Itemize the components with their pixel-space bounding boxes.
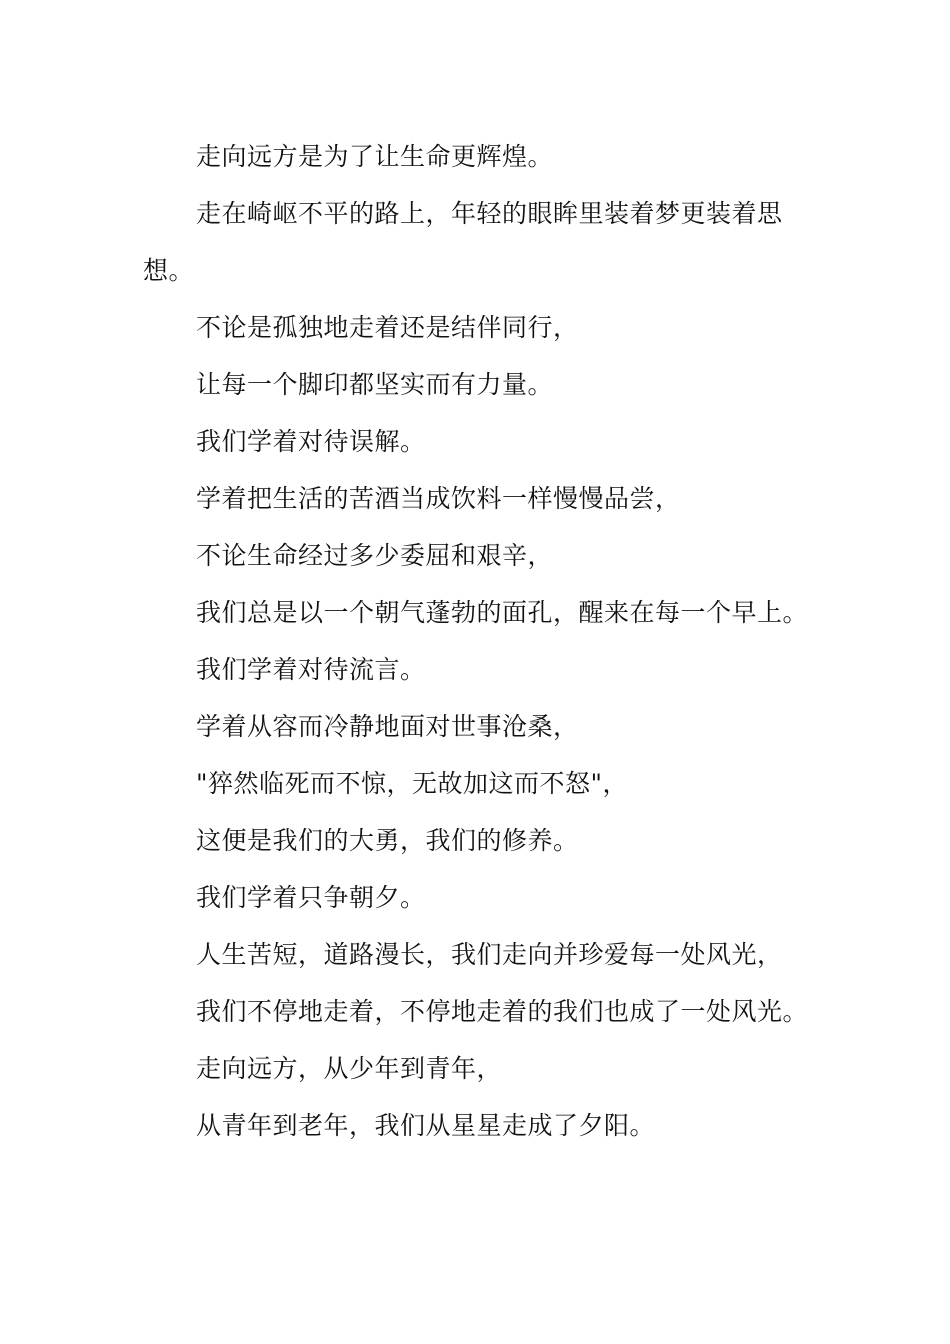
- paragraph: 学着把生活的苦酒当成饮料一样慢慢品尝，: [196, 484, 681, 513]
- paragraph: 走在崎岖不平的路上，年轻的眼眸里装着梦更装着思想。: [143, 199, 783, 285]
- paragraph: 从青年到老年，我们从星星走成了夕阳。: [196, 1111, 656, 1140]
- paragraph: 不论生命经过多少委屈和艰辛，: [196, 541, 554, 570]
- paragraph: "猝然临死而不惊，无故加这而不怒"，: [196, 769, 628, 798]
- paragraph: 让每一个脚印都坚实而有力量。: [196, 370, 554, 399]
- paragraph: 我们总是以一个朝气蓬勃的面孔，醒来在每一个早上。: [196, 598, 809, 627]
- document-body: [143, 128, 809, 1154]
- paragraph: 人生苦短，道路漫长，我们走向并珍爱每一处风光，: [196, 940, 783, 969]
- paragraph: 走向远方，从少年到青年，: [196, 1054, 503, 1083]
- paragraph: 学着从容而冷静地面对世事沧桑，: [196, 712, 579, 741]
- paragraph: 走向远方是为了让生命更辉煌。: [196, 142, 554, 171]
- paragraph: 我们学着对待误解。: [196, 427, 426, 456]
- paragraph: 不论是孤独地走着还是结伴同行，: [196, 313, 579, 342]
- paragraph: 这便是我们的大勇，我们的修养。: [196, 826, 579, 855]
- paragraph: 我们学着对待流言。: [196, 655, 426, 684]
- paragraph: 我们学着只争朝夕。: [196, 883, 426, 912]
- paragraph: 我们不停地走着，不停地走着的我们也成了一处风光。: [196, 997, 809, 1026]
